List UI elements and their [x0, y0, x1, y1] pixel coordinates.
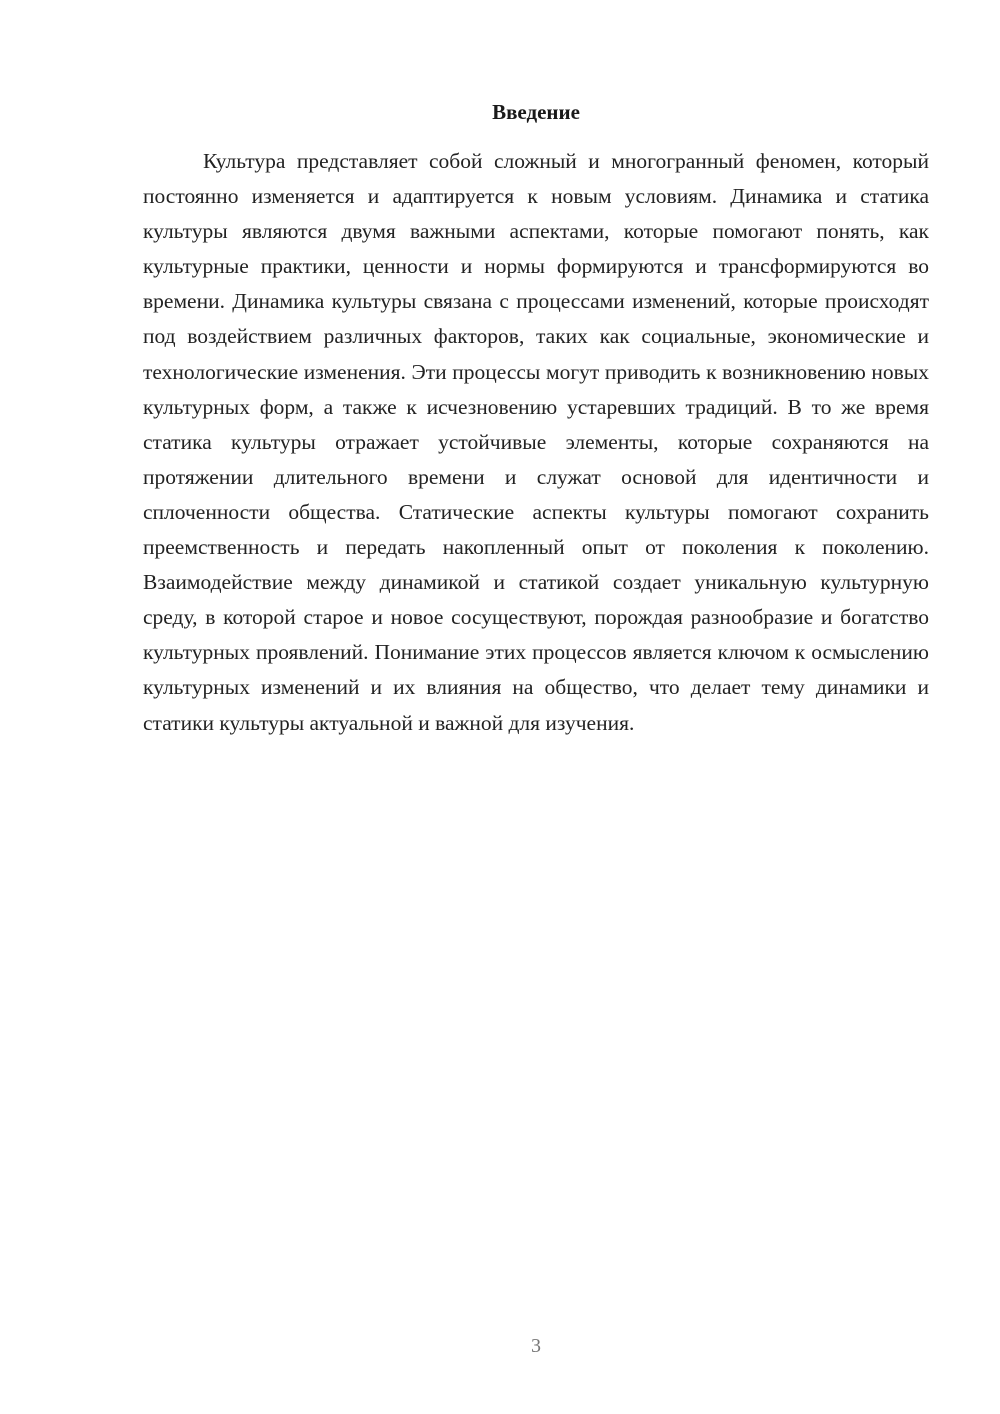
body-paragraph: Культура представляет собой сложный и многогранный феномен, который постоянно изменяется и адаптируется к новым условиям. Динамика и статика культуры являются двумя важными аспектами, которые помогают понять, как культурные практики, ценности и нормы формируются и трансформируются во времени. Динамика культуры связана с процессами изменений, которые происходят под воздействием различных факторов, таких как социальные, экономические и технологические изменения. Эти процессы могут приводить к возникновению новых культурных форм, а также к исчезновению устаревших традиций. В то же время статика культуры отражает устойчивые элементы, которые сохраняются на протяжении длительного времени и служат основой для идентичности и сплоченности общества. Статические аспекты культуры помогают сохранить преемственность и передать накопленный опыт от поколения к поколению. Взаимодействие между динамикой и статикой создает уникальную культурную среду, в которой старое и новое сосуществуют, порождая разнообразие и богатство культурных проявлений. Понимание этих процессов является ключом к осмыслению культурных изменений и их влияния на общество, что делает тему динамики и статики культуры актуальной и важной для изучения.	[143, 149, 929, 735]
page-title: Введение	[492, 100, 580, 124]
page-number: 3	[531, 1335, 541, 1357]
